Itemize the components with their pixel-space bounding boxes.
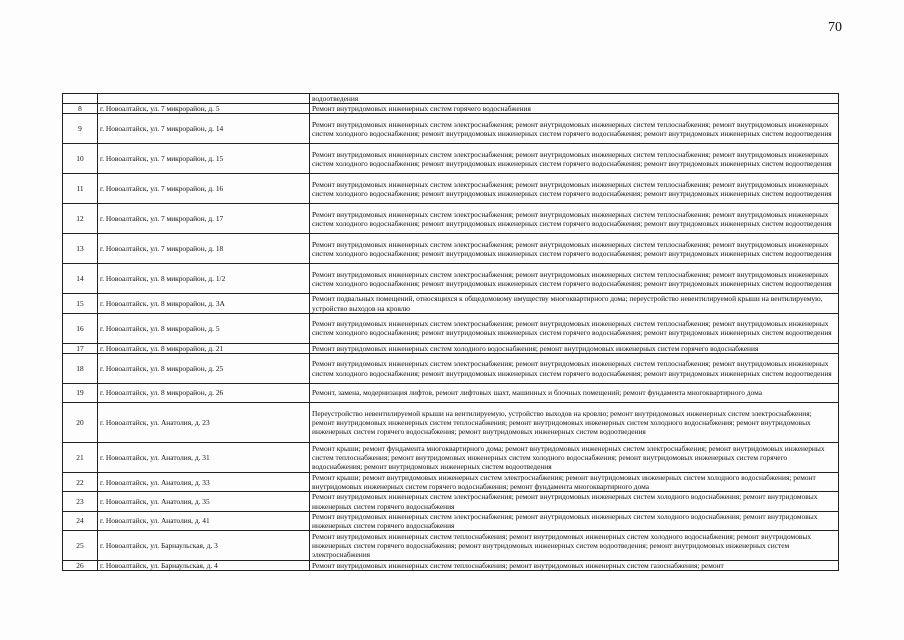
address-cell: г. Новоалтайск, ул. 8 микрорайон, д. 3А [98, 294, 310, 313]
address-cell: г. Новоалтайск, ул. Барнаульская, д. 3 [98, 531, 310, 561]
work-description-cell: Ремонт внутридомовых инженерных систем теплоснабжения; ремонт внутридомовых инженерных систем холодного водоснабжения; ремонт внутридомовых инженерных систем горячего водоснабжения; ремонт внутридомовых инженерных систем водоотведения; ремонт внутридомовых инженерных систем электроснабжения [310, 531, 839, 561]
work-description-cell: Ремонт внутридомовых инженерных систем электроснабжения; ремонт внутридомовых инженерных систем теплоснабжения; ремонт внутридомовых инженерных систем холодного водоснабжения; ремонт внутридомовых инженерных систем горячего водоснабжения; ремонт внутридомовых инженерных систем водоотведения [310, 114, 839, 144]
row-number-cell: 22 [63, 473, 98, 492]
address-cell: г. Новоалтайск, ул. Анатолия, д. 41 [98, 511, 310, 530]
work-description-cell: Ремонт внутридомовых инженерных систем электроснабжения; ремонт внутридомовых инженерных систем теплоснабжения; ремонт внутридомовых инженерных систем холодного водоснабжения; ремонт внутридомовых инженерных систем горячего водоснабжения; ремонт внутридомовых инженерных систем водоотведения [310, 144, 839, 174]
address-cell: г. Новоалтайск, ул. 7 микрорайон, д. 18 [98, 234, 310, 264]
table-row [63, 492, 839, 511]
table-row [63, 384, 839, 403]
address-cell: г. Новоалтайск, ул. 8 микрорайон, д. 5 [98, 313, 310, 343]
row-number-cell: 19 [63, 384, 98, 403]
row-number-cell: 8 [63, 104, 98, 114]
work-description-cell: Ремонт подвальных помещений, относящихся к общедомовому имуществу многоквартирного дома; переустройство невентилируемой крыши на вентилируемую, устройство выходов на кровлю [310, 294, 839, 313]
address-cell: г. Новоалтайск, ул. 8 микрорайон, д. 26 [98, 384, 310, 403]
repair-works-table [62, 93, 839, 571]
table-row [63, 443, 839, 473]
address-cell: г. Новоалтайск, ул. Барнаульская, д. 4 [98, 561, 310, 571]
row-number-cell: 23 [63, 492, 98, 511]
table-row [63, 403, 839, 443]
work-description-cell: Ремонт внутридомовых инженерных систем горячего водоснабжения [310, 104, 839, 114]
work-description-cell: Ремонт внутридомовых инженерных систем электроснабжения; ремонт внутридомовых инженерных систем теплоснабжения; ремонт внутридомовых инженерных систем холодного водоснабжения; ремонт внутридомовых инженерных систем горячего водоснабжения; ремонт внутридомовых инженерных систем водоотведения [310, 313, 839, 343]
address-cell: г. Новоалтайск, ул. Анатолия, д. 35 [98, 492, 310, 511]
row-number-cell: 9 [63, 114, 98, 144]
address-cell: г. Новоалтайск, ул. Анатолия, д. 33 [98, 473, 310, 492]
table-row [63, 343, 839, 353]
table-row [63, 561, 839, 571]
work-description-cell: Ремонт внутридомовых инженерных систем электроснабжения; ремонт внутридомовых инженерных систем теплоснабжения; ремонт внутридомовых инженерных систем холодного водоснабжения; ремонт внутридомовых инженерных систем горячего водоснабжения; ремонт внутридомовых инженерных систем водоотведения [310, 204, 839, 234]
table-row [63, 531, 839, 561]
row-number-cell: 24 [63, 511, 98, 530]
table-row [63, 104, 839, 114]
page-number: 70 [828, 20, 842, 35]
work-description-cell: Ремонт внутридомовых инженерных систем электроснабжения; ремонт внутридомовых инженерных систем теплоснабжения; ремонт внутридомовых инженерных систем холодного водоснабжения; ремонт внутридомовых инженерных систем горячего водоснабжения; ремонт внутридомовых инженерных систем водоотведения [310, 234, 839, 264]
row-number-cell: 21 [63, 443, 98, 473]
address-cell: г. Новоалтайск, ул. 7 микрорайон, д. 16 [98, 174, 310, 204]
work-description-cell: Ремонт, замена, модернизация лифтов, ремонт лифтовых шахт, машинных и блочных помещений; ремонт фундамента многоквартирного дома [310, 384, 839, 403]
address-cell: г. Новоалтайск, ул. Анатолия, д. 31 [98, 443, 310, 473]
table-row [63, 174, 839, 204]
work-description-cell: Ремонт внутридомовых инженерных систем холодного водоснабжения; ремонт внутридомовых инженерных систем горячего водоснабжения [310, 343, 839, 353]
work-description-cell: Ремонт внутридомовых инженерных систем электроснабжения; ремонт внутридомовых инженерных систем теплоснабжения; ремонт внутридомовых инженерных систем холодного водоснабжения; ремонт внутридомовых инженерных систем горячего водоснабжения; ремонт внутридомовых инженерных систем водоотведения [310, 174, 839, 204]
table-body [63, 94, 839, 571]
table-row [63, 511, 839, 530]
table-row [63, 114, 839, 144]
row-number-cell: 17 [63, 343, 98, 353]
work-description-cell: Ремонт внутридомовых инженерных систем теплоснабжения; ремонт внутридомовых инженерных систем газоснабжения; ремонт [310, 561, 839, 571]
address-cell: г. Новоалтайск, ул. 8 микрорайон, д. 21 [98, 343, 310, 353]
work-description-cell: Ремонт крыши; ремонт внутридомовых инженерных систем электроснабжения; ремонт внутридомовых инженерных систем холодного водоснабжения; ремонт внутридомовых инженерных систем горячего водоснабжения; ремонт фундамента многоквартирного дома [310, 473, 839, 492]
work-description-cell: Ремонт внутридомовых инженерных систем электроснабжения; ремонт внутридомовых инженерных систем теплоснабжения; ремонт внутридомовых инженерных систем холодного водоснабжения; ремонт внутридомовых инженерных систем горячего водоснабжения; ремонт внутридомовых инженерных систем водоотведения [310, 354, 839, 384]
table-row [63, 294, 839, 313]
address-cell: г. Новоалтайск, ул. 7 микрорайон, д. 5 [98, 104, 310, 114]
row-number-cell: 11 [63, 174, 98, 204]
work-description-cell: Ремонт внутридомовых инженерных систем электроснабжения; ремонт внутридомовых инженерных систем холодного водоснабжения; ремонт внутридомовых инженерных систем горячего водоснабжения [310, 511, 839, 530]
row-number-cell: 15 [63, 294, 98, 313]
row-number-cell: 16 [63, 313, 98, 343]
table-row [63, 264, 839, 294]
address-cell [98, 94, 310, 104]
row-number-cell: 20 [63, 403, 98, 443]
address-cell: г. Новоалтайск, ул. 8 микрорайон, д. 25 [98, 354, 310, 384]
table-row [63, 144, 839, 174]
work-description-cell: Ремонт внутридомовых инженерных систем электроснабжения; ремонт внутридомовых инженерных систем теплоснабжения; ремонт внутридомовых инженерных систем холодного водоснабжения; ремонт внутридомовых инженерных систем горячего водоснабжения; ремонт внутридомовых инженерных систем водоотведения [310, 264, 839, 294]
address-cell: г. Новоалтайск, ул. Анатолия, д. 23 [98, 403, 310, 443]
row-number-cell: 10 [63, 144, 98, 174]
row-number-cell [63, 94, 98, 104]
table-row [63, 313, 839, 343]
address-cell: г. Новоалтайск, ул. 7 микрорайон, д. 17 [98, 204, 310, 234]
address-cell: г. Новоалтайск, ул. 7 микрорайон, д. 15 [98, 144, 310, 174]
row-number-cell: 18 [63, 354, 98, 384]
work-description-cell: Ремонт внутридомовых инженерных систем электроснабжения; ремонт внутридомовых инженерных систем холодного водоснабжения; ремонт внутридомовых инженерных систем горячего водоснабжения [310, 492, 839, 511]
table-row [63, 354, 839, 384]
address-cell: г. Новоалтайск, ул. 7 микрорайон, д. 14 [98, 114, 310, 144]
row-number-cell: 14 [63, 264, 98, 294]
row-number-cell: 13 [63, 234, 98, 264]
row-number-cell: 25 [63, 531, 98, 561]
work-description-cell: Переустройство невентилируемой крыши на вентилируемую, устройство выходов на кровлю; ремонт внутридомовых инженерных систем электроснабжения; ремонт внутридомовых инженерных систем теплоснабжения; ремонт внутридомовых инженерных систем холодного водоснабжения; ремонт внутридомовых инженерных систем горячего водоснабжения; ремонт внутридомовых инженерных систем водоотведения [310, 403, 839, 443]
row-number-cell: 26 [63, 561, 98, 571]
table-row [63, 473, 839, 492]
work-description-cell: водоотведения [310, 94, 839, 104]
table-row [63, 204, 839, 234]
row-number-cell: 12 [63, 204, 98, 234]
table-row [63, 94, 839, 104]
table-row [63, 234, 839, 264]
address-cell: г. Новоалтайск, ул. 8 микрорайон, д. 1/2 [98, 264, 310, 294]
work-description-cell: Ремонт крыши; ремонт фундамента многоквартирного дома; ремонт внутридомовых инженерных систем электроснабжения; ремонт внутридомовых инженерных систем теплоснабжения; ремонт внутридомовых инженерных систем холодного водоснабжения; ремонт внутридомовых инженерных систем горячего водоснабжения; ремонт внутридомовых инженерных систем водоотведения [310, 443, 839, 473]
